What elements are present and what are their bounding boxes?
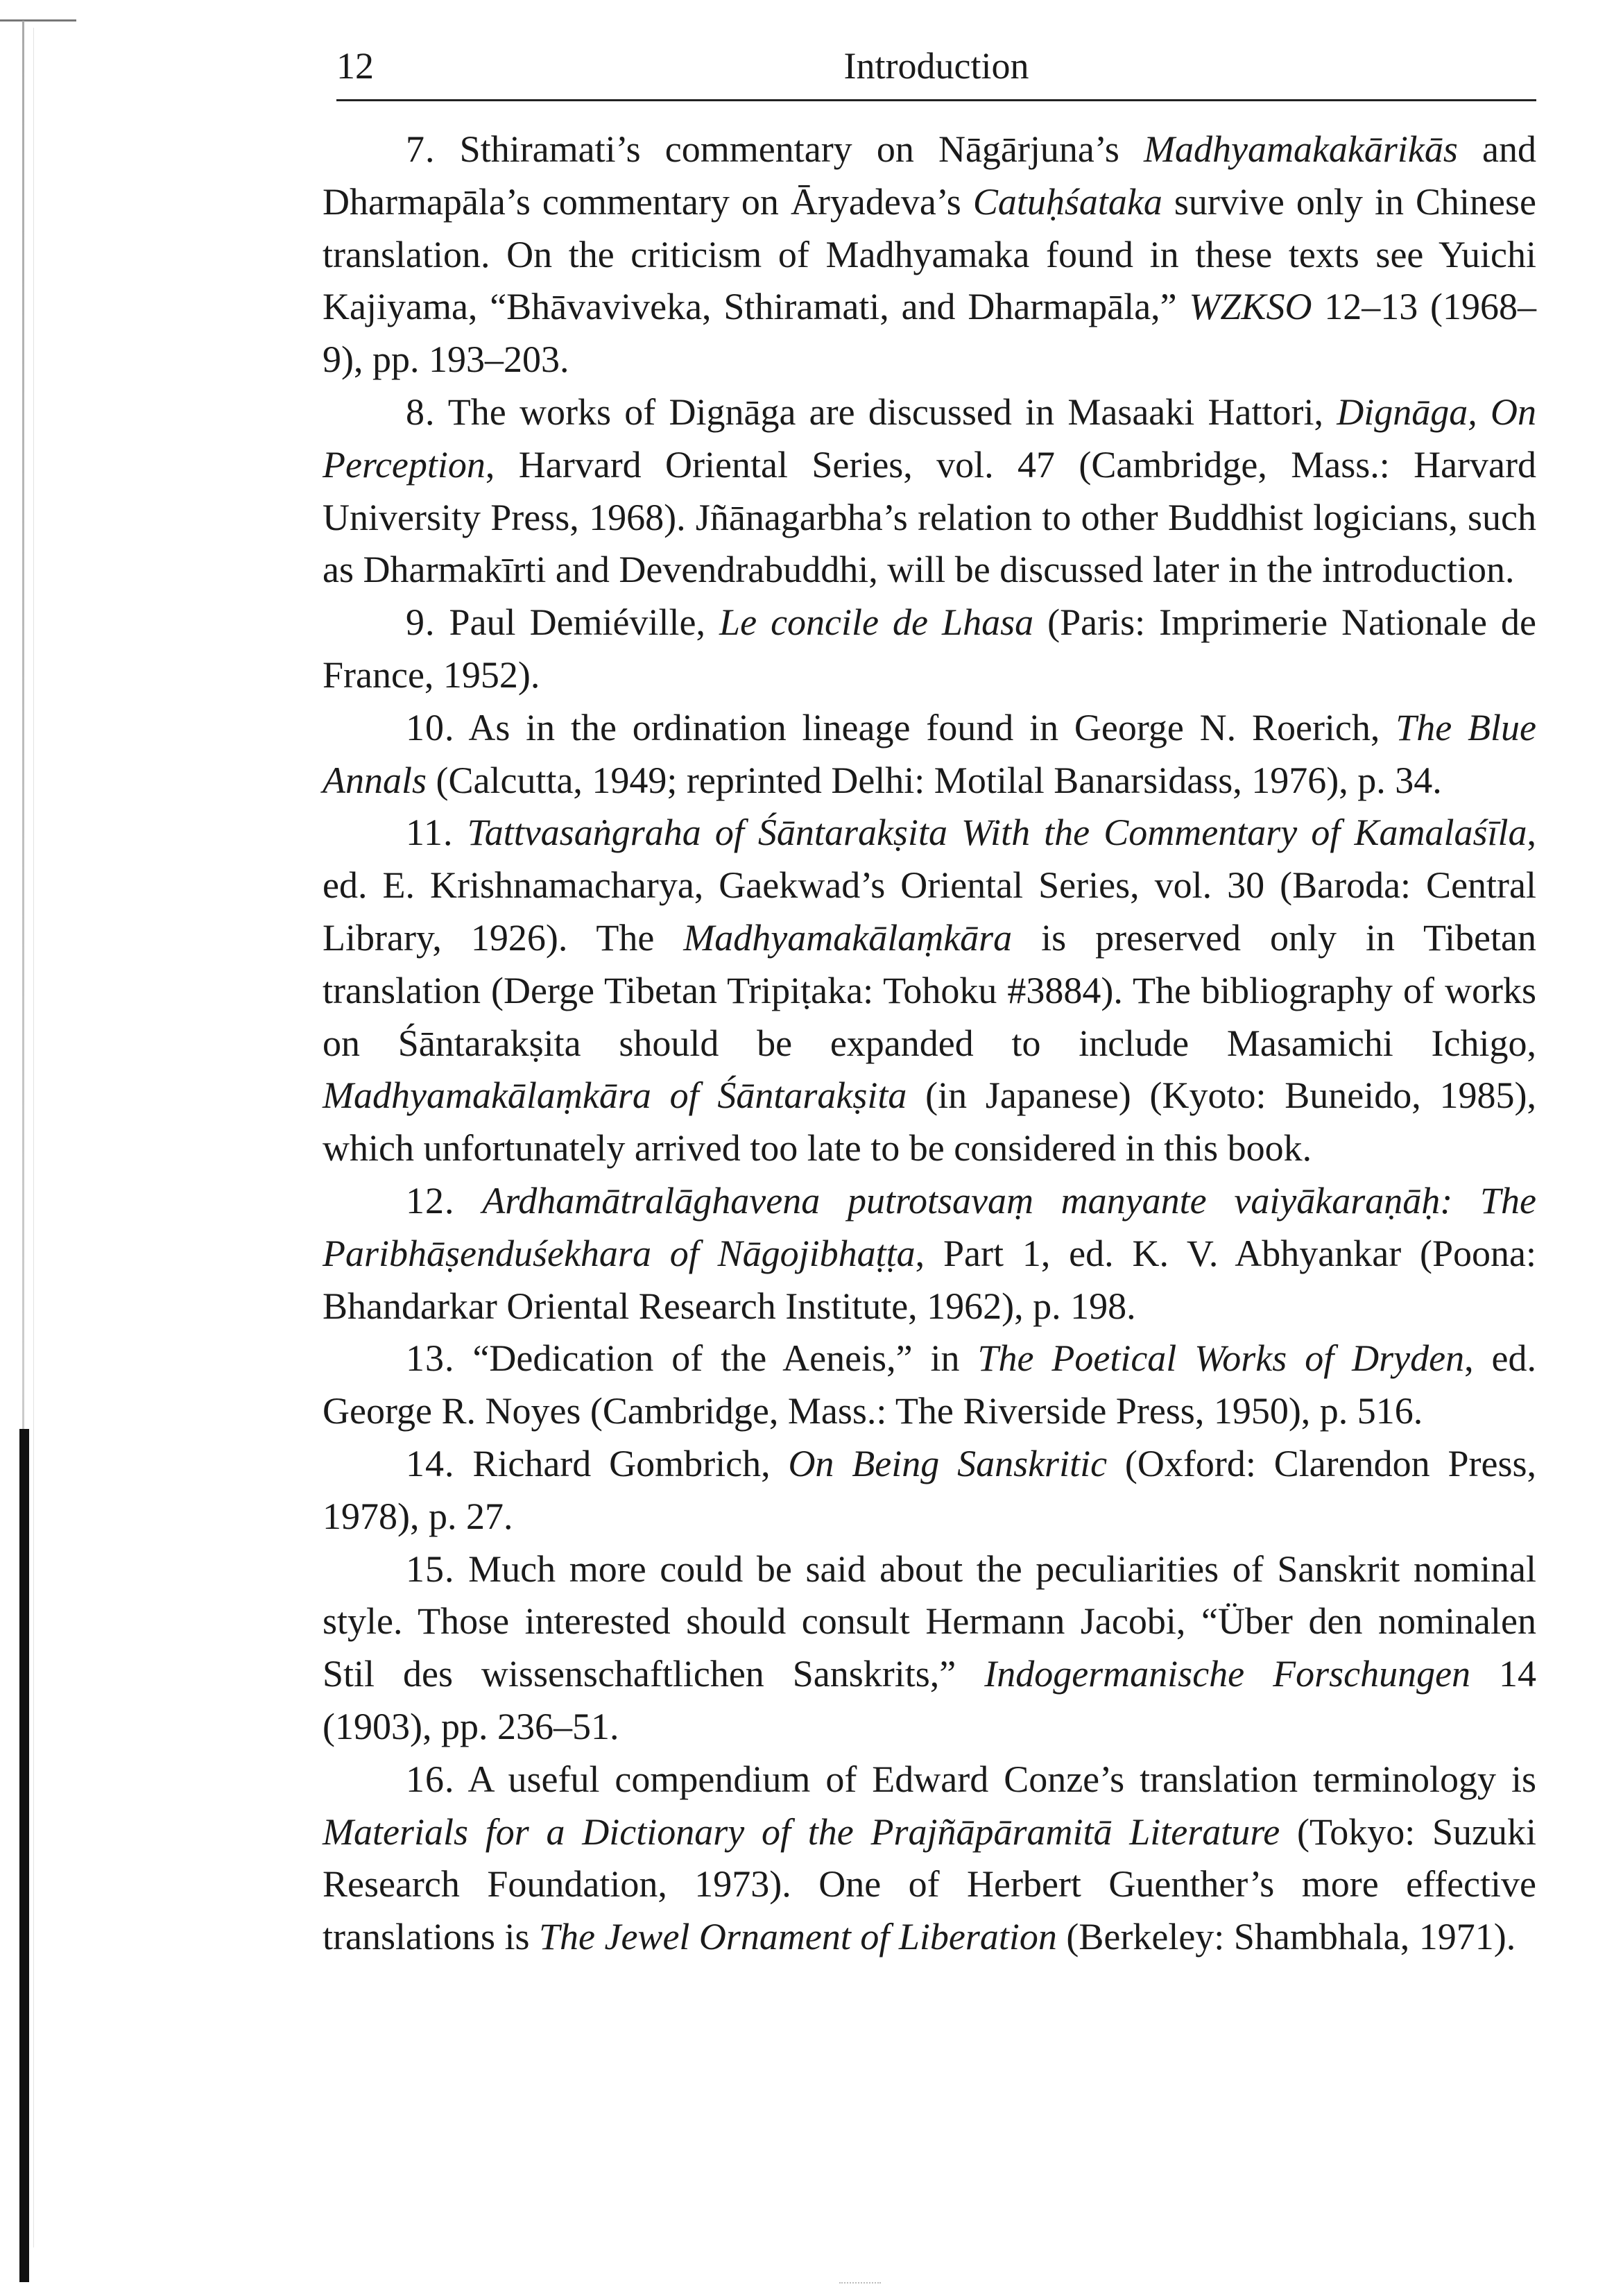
endnote (323, 1438, 1536, 1543)
endnote-number: 10. (406, 706, 455, 748)
endnote (323, 1175, 1536, 1333)
endnote-text: survive only in Chinese translation. On the criticism of Madhyamaka found in these texts see Yuichi Kajiyama, “Bhāvaviveka, Sthiramati, and Dharmapāla,” (323, 180, 1536, 328)
endnote-italic-title: The Poetical Works of Dryden (977, 1337, 1465, 1380)
endnote-italic-title: Madhyamakālaṃkāra of Śāntarakṣita (323, 1074, 907, 1117)
endnote-number: 11. (406, 812, 454, 854)
endnote-text: , ed. E. Krishnamacharya, Gaekwad’s Oriental Series, vol. 30 (Baroda: Central Library, 1926). The (323, 812, 1537, 959)
endnote-text: “Dedication of the Aeneis,” in (472, 1337, 978, 1380)
running-head (336, 38, 1536, 94)
endnote-number: 14. (406, 1442, 455, 1484)
endnote-text: , Harvard Oriental Series, vol. 47 (Cambridge, Mass.: Harvard University Press, 1968). Jñānagarbha’s relation to other Buddhist logicians, such as Dharmakīrti and Devendrabuddhi, will be discussed later in the introduction. (323, 443, 1536, 591)
endnote-text: Paul Demiéville, (449, 601, 720, 644)
endnote-text: The works of Dignāga are discussed in Masaaki Hattori, (447, 391, 1337, 433)
endnote-italic-title: Materials for a Dictionary of the Prajñāpāramitā Literature (323, 1810, 1280, 1853)
endnote-text: 12–13 (1968–9), pp. 193–203. (323, 286, 1536, 381)
endnote-number: 12. (406, 1179, 455, 1222)
running-head-title: Introduction (843, 45, 1029, 87)
endnote-italic-title: Indogermanische Forschungen (984, 1653, 1471, 1695)
endnote-text: (Berkeley: Shambhala, 1971). (1056, 1916, 1516, 1958)
endnote-text: 14 (1903), pp. 236–51. (323, 1653, 1537, 1747)
endnote (323, 807, 1536, 1175)
endnote-text: (Calcutta, 1949; reprinted Delhi: Motilal Banarsidass, 1976), p. 34. (427, 759, 1442, 801)
endnote-text: (in Japanese) (Kyoto: Buneido, 1985), which unfortunately arrived too late to be considered in this book. (323, 1074, 1537, 1170)
endnote-text: A useful compendium of Edward Conze’s translation terminology is (467, 1758, 1536, 1800)
endnote-text: (Tokyo: Suzuki Research Foundation, 1973). One of Herbert Guenther’s more effective translations is (323, 1810, 1537, 1958)
bottom-scan-mark (839, 2282, 881, 2285)
scan-edge-top (0, 19, 76, 22)
page-number: 12 (336, 45, 374, 87)
endnote-text: Richard Gombrich, (472, 1442, 789, 1484)
endnote-italic-title: Madhyamakālaṃkāra (683, 916, 1013, 959)
endnote (323, 1543, 1536, 1754)
endnote (323, 1333, 1536, 1438)
endnote-number: 15. (406, 1548, 455, 1590)
endnote (323, 597, 1536, 702)
endnote-text: Much more could be said about the peculiarities of Sanskrit nominal style. Those interested should consult Hermann Jacobi, “Über den nominalen Stil des wissenschaftlichen Sanskrits,” (323, 1548, 1536, 1695)
endnote-text: and Dharmapāla’s commentary on Āryadeva’s (323, 128, 1537, 223)
endnote-italic-title: Catuḥśataka (972, 180, 1162, 223)
endnote-text: (Paris: Imprimerie Nationale de France, 1952). (323, 601, 1537, 696)
endnote (323, 123, 1536, 386)
endnote-italic-title: The Jewel Ornament of Liberation (538, 1916, 1057, 1958)
header-rule (336, 99, 1536, 101)
endnote-italic-title: Le concile de Lhasa (719, 601, 1034, 644)
endnotes-list (323, 123, 1536, 1964)
endnote-text: , Part 1, ed. K. V. Abhyankar (Poona: Bhandarkar Oriental Research Institute, 1962), p. 198. (323, 1232, 1536, 1327)
endnote-number: 16. (406, 1758, 455, 1800)
endnote-text: (Oxford: Clarendon Press, 1978), p. 27. (323, 1442, 1536, 1537)
endnote-number: 8. (406, 391, 436, 433)
endnote-text: Sthiramati’s commentary on Nāgārjuna’s (459, 128, 1144, 170)
endnote-italic-title: The Blue Annals (323, 706, 1536, 801)
scan-edge-left-faint (33, 28, 34, 2247)
endnote-italic-title: On Being Sanskritic (788, 1442, 1108, 1484)
endnote-italic-title: Dignāga, On Perception (323, 391, 1536, 486)
endnote-text: is preserved only in Tibetan translation (Derge Tibetan Tripiṭaka: Tohoku #3884). The bibliography of works on Śāntarakṣita should be expanded to include Masamichi Ichigo, (323, 916, 1536, 1064)
endnote (323, 1754, 1536, 1964)
endnote-number: 9. (406, 601, 436, 644)
binding-shadow-bar (19, 1429, 29, 2282)
endnote-text: As in the ordination lineage found in George N. Roerich, (468, 706, 1396, 748)
endnote-number: 7. (406, 128, 436, 170)
endnote-number: 13. (406, 1337, 455, 1380)
endnote-italic-title: WZKSO (1189, 286, 1312, 328)
endnote (323, 702, 1536, 807)
endnote-italic-title: Madhyamakakārikās (1144, 128, 1458, 170)
endnote-text: , ed. George R. Noyes (Cambridge, Mass.: The Riverside Press, 1950), p. 516. (323, 1337, 1537, 1432)
endnote-italic-title: Ardhamātralāghavena putrotsavaṃ manyante vaiyākaraṇāḥ: The Paribhāṣenduśekhara of Nāgojibhaṭṭa (323, 1179, 1536, 1274)
endnote-italic-title: Tattvasaṅgraha of Śāntarakṣita With the Commentary of Kamalaśīla (467, 812, 1527, 854)
endnote (323, 386, 1536, 597)
